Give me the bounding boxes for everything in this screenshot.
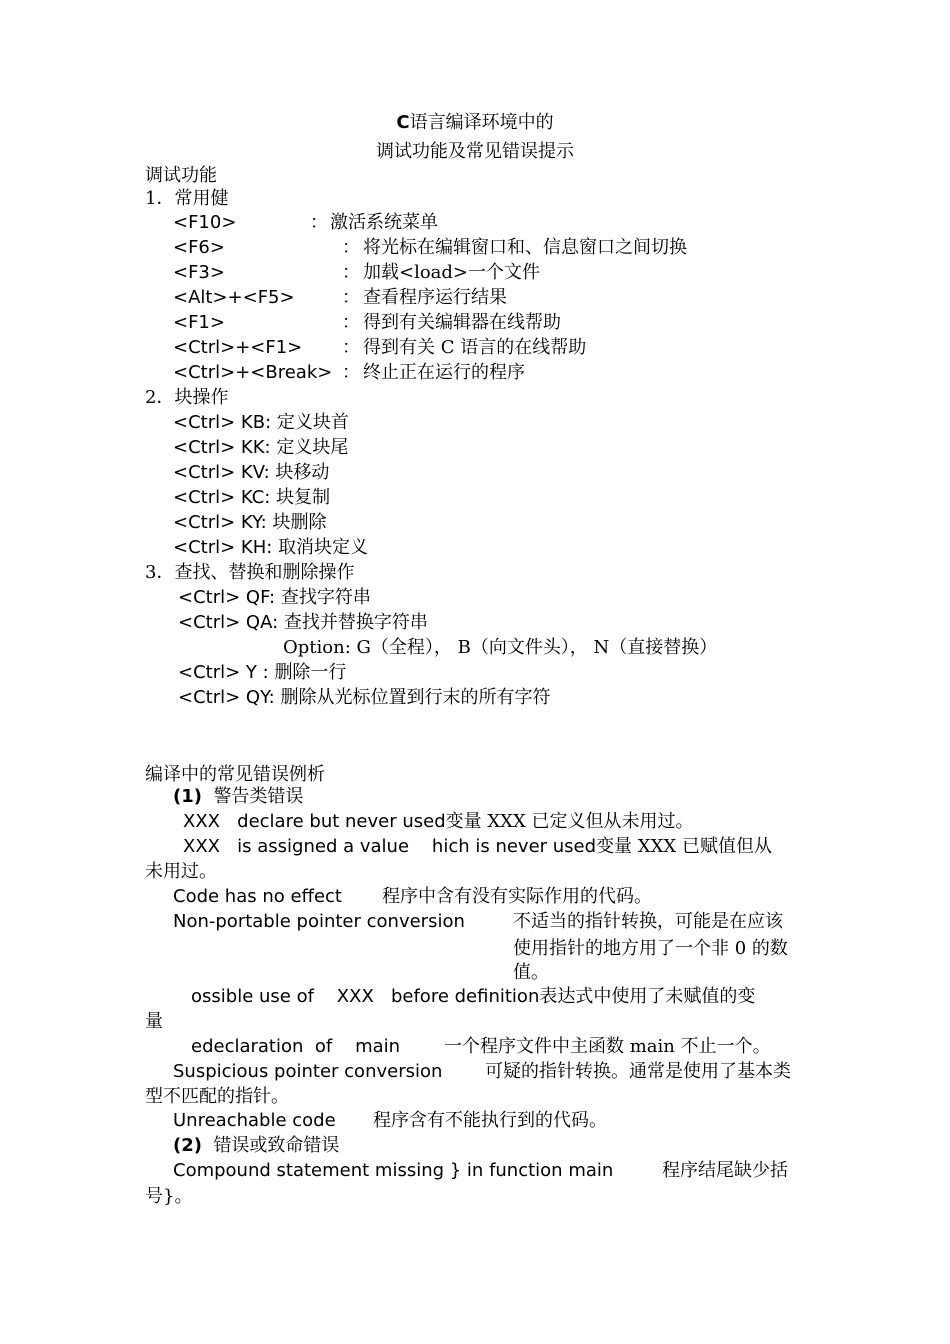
hotkey-desc: 激活系统菜单 (330, 212, 438, 233)
find-op-desc: 删除从光标位置到行末的所有字符 (280, 687, 551, 708)
find-op-row (178, 685, 550, 710)
hotkey-key: <Ctrl>+<F1> (173, 337, 303, 358)
group-title-find-replace: 3．查找、替换和删除操作 (145, 562, 355, 583)
subheading-label: 错误或致命错误 (213, 1135, 340, 1156)
find-op-key: <Ctrl> QY: (178, 687, 275, 708)
title-rest: 语言编译环境中的 (409, 112, 554, 133)
warning-row (183, 809, 694, 834)
warning-continuation: 型不匹配的指针。 (145, 1086, 289, 1107)
hotkey-key: <Alt>+<F5> (173, 287, 295, 308)
block-op-row (173, 510, 326, 535)
block-op-key: <Ctrl> KK: (173, 437, 271, 458)
error-continuation: 号}。 (145, 1186, 193, 1207)
block-op-key: <Ctrl> KH: (173, 537, 273, 558)
warning-zh: 值。 (513, 962, 549, 983)
find-op-desc: 查找并替换字符串 (283, 612, 428, 633)
block-op-key: <Ctrl> KB: (173, 412, 272, 433)
block-op-desc: 块删除 (272, 512, 327, 533)
hotkey-colon: ： (342, 362, 360, 383)
hotkey-colon: ： (342, 312, 360, 333)
hotkey-key: <F10> (173, 212, 237, 233)
hotkey-colon: ： (342, 237, 360, 258)
warning-en: XXX is assigned a value hich is never used (183, 836, 597, 857)
warning-row (191, 984, 755, 1009)
warning-zh: 程序含有不能执行到的代码。 (373, 1110, 607, 1131)
hotkey-desc: 将光标在编辑窗口和、信息窗口之间切换 (363, 237, 687, 258)
hotkey-colon: ： (342, 262, 360, 283)
warning-zh: 表达式中使用了未赋值的变 (539, 986, 756, 1007)
warning-zh: 程序中含有没有实际作用的代码。 (382, 886, 652, 907)
block-op-desc: 块复制 (276, 487, 331, 508)
subheading-number: (2) (173, 1135, 202, 1156)
block-op-desc: 块移动 (275, 462, 330, 483)
block-op-desc: 定义块首 (276, 412, 349, 433)
warning-zh: 变量 XXX 已定义但从未用过。 (445, 811, 694, 832)
group-title-block-ops: 2．块操作 (145, 387, 229, 408)
hotkey-colon: ： (342, 337, 360, 358)
hotkey-key: <F1> (173, 312, 225, 333)
warning-continuation: 未用过。 (145, 861, 217, 882)
warning-en: XXX declare but never used (183, 811, 446, 832)
group-title-hotkeys: 1．常用健 (145, 188, 229, 209)
find-op-key: <Ctrl> QA: (178, 612, 279, 633)
find-op-row (178, 660, 346, 685)
hotkey-key: <F3> (173, 262, 225, 283)
section-heading-debug: 调试功能 (145, 165, 217, 186)
warning-continuation: 量 (145, 1011, 163, 1032)
hotkey-key: <F6> (173, 237, 225, 258)
find-op-row (178, 585, 371, 610)
hotkey-key: <Ctrl>+<Break> (173, 362, 333, 383)
block-op-row (173, 435, 348, 460)
warning-en: Unreachable code (173, 1110, 336, 1131)
subheading-number: (1) (173, 786, 202, 807)
block-op-key: <Ctrl> KV: (173, 462, 270, 483)
warning-en: Non-portable pointer conversion (173, 911, 465, 932)
warning-zh: 可疑的指针转换。通常是使用了基本类 (485, 1061, 791, 1082)
find-op-key: <Ctrl> Y : (178, 662, 269, 683)
subheading-errors (173, 1133, 339, 1158)
error-zh: 程序结尾缺少括 (662, 1160, 788, 1181)
warning-en: Code has no effect (173, 886, 342, 907)
warning-en: ossible use of XXX before definition (191, 986, 540, 1007)
warning-en: edeclaration of main (191, 1036, 401, 1057)
block-op-row (173, 485, 330, 510)
section-heading-errors: 编译中的常见错误例析 (145, 764, 325, 785)
block-op-key: <Ctrl> KC: (173, 487, 271, 508)
title-line-2: 调试功能及常见错误提示 (376, 141, 574, 162)
block-op-row (173, 535, 368, 560)
hotkey-desc: 终止正在运行的程序 (363, 362, 525, 383)
title-c: C (396, 112, 410, 133)
find-op-desc: 删除一行 (274, 662, 347, 683)
hotkey-desc: 查看程序运行结果 (363, 287, 507, 308)
warning-en: Suspicious pointer conversion (173, 1061, 443, 1082)
block-op-row (173, 410, 349, 435)
find-op-desc: 查找字符串 (280, 587, 371, 608)
replace-options: Option: G（全程）， B（向文件头）， N（直接替换） (283, 637, 718, 658)
subheading-warnings (173, 784, 303, 809)
title-line-1 (0, 110, 950, 135)
warning-row (183, 834, 772, 859)
hotkey-colon: ： (310, 212, 328, 233)
find-op-row (178, 610, 428, 635)
block-op-desc: 取消块定义 (278, 537, 369, 558)
hotkey-desc: 得到有关编辑器在线帮助 (363, 312, 561, 333)
hotkey-colon: ： (342, 287, 360, 308)
block-op-key: <Ctrl> KY: (173, 512, 267, 533)
warning-zh: 一个程序文件中主函数 main 不止一个。 (444, 1036, 771, 1057)
warning-zh: 不适当的指针转换，可能是在应该 (513, 911, 783, 932)
hotkey-desc: 加载<load>一个文件 (363, 262, 541, 283)
warning-zh: 变量 XXX 已赋值但从 (596, 836, 772, 857)
error-en: Compound statement missing } in function main (173, 1160, 614, 1181)
subheading-label: 警告类错误 (213, 786, 304, 807)
block-op-desc: 定义块尾 (276, 437, 349, 458)
hotkey-desc: 得到有关 C 语言的在线帮助 (363, 337, 587, 358)
find-op-key: <Ctrl> QF: (178, 587, 276, 608)
block-op-row (173, 460, 329, 485)
warning-zh: 使用指针的地方用了一个非 0 的数 (513, 938, 788, 959)
